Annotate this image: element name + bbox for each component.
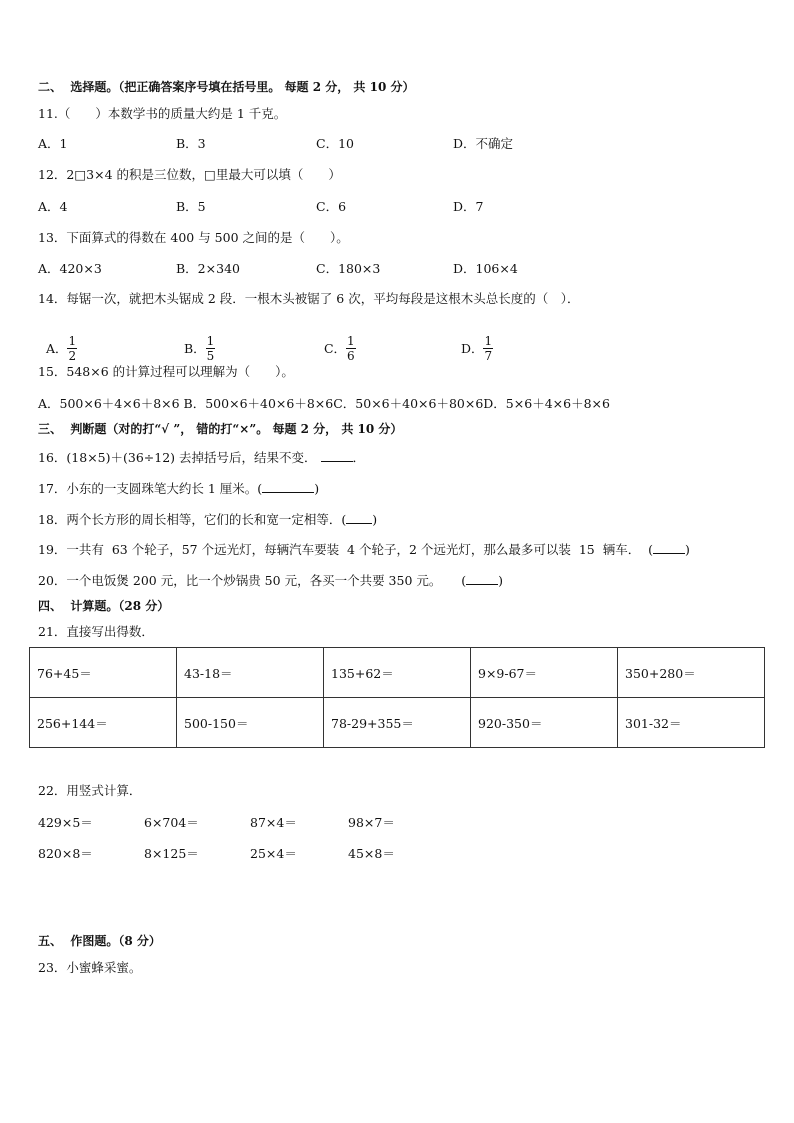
q15-options: A．500×6＋4×6＋8×6 B．500×6＋40×6＋8×6C．50×6＋40×6＋80×6D．5×6＋4×6＋8×6 [38, 396, 610, 411]
q11-option-a: A．1 [38, 136, 68, 151]
q12-option-c: C．6 [316, 199, 347, 214]
q12-option-a: A．4 [38, 199, 68, 214]
table-cell: 500-150＝ [177, 698, 324, 748]
q14-option-b-label: B． [183, 340, 206, 356]
question-14: 14．每锯一次，就把木头锯成 2 段．一根木头被锯了 6 次，平均每段是这根木头总长度的（ ）． [38, 291, 580, 306]
table-cell: 9×9-67＝ [471, 648, 618, 698]
q14-option-d [453, 318, 493, 363]
q12-option-d: D．7 [453, 199, 484, 214]
table-cell: 350+280＝ [618, 648, 765, 698]
fraction-1-2: $\frac{1}{2}$ [68, 334, 77, 363]
table-cell: 76+45＝ [30, 648, 177, 698]
question-23: 23．小蜜蜂采蜜。 [38, 960, 142, 975]
vertical-item: 6×704＝ [144, 815, 199, 830]
table-cell: 256+144＝ [30, 698, 177, 748]
vertical-item: 8×125＝ [144, 846, 199, 861]
table-row [30, 698, 765, 748]
fraction-1-7: $\frac{1}{7}$ [484, 334, 493, 363]
vertical-item: 98×7＝ [348, 815, 395, 830]
q13-option-a: A．420×3 [38, 261, 102, 276]
table-cell: 135+62＝ [324, 648, 471, 698]
answer-blank[interactable] [346, 511, 372, 524]
question-19: 19．一共有 63 个轮子，57 个远光灯，每辆汽车要装 4 个轮子，2 个远光灯，那么最多可以装 15 辆车． ( ) [38, 542, 690, 557]
section-2-heading: 二、 选择题。（把正确答案序号填在括号里。 每题 2 分， 共 10 分） [38, 80, 415, 94]
q14-option-c [316, 318, 356, 363]
question-11: 11.（ ）本数学书的质量大约是 1 千克。 [38, 106, 287, 121]
question-13: 13．下面算式的得数在 400 与 500 之间的是（ ）。 [38, 230, 349, 245]
vertical-item: 429×5＝ [38, 815, 93, 830]
answer-blank[interactable] [653, 541, 685, 554]
question-12: 12．2□3×4 的积是三位数，□里最大可以填（ ） [38, 167, 341, 182]
mental-calc-table [29, 647, 765, 748]
section-3-heading: 三、 判断题（对的打“√ ”， 错的打“×”。 每题 2 分， 共 10 分） [38, 422, 403, 436]
table-cell: 78-29+355＝ [324, 698, 471, 748]
answer-blank[interactable] [321, 449, 353, 462]
table-cell: 43-18＝ [177, 648, 324, 698]
vertical-item: 45×8＝ [348, 846, 395, 861]
table-row [30, 648, 765, 698]
q14-option-c-label: C． [323, 340, 347, 356]
q13-option-b: B．2×340 [176, 261, 240, 276]
fraction-1-6: $\frac{1}{6}$ [347, 334, 355, 363]
q14-option-d-label: D． [460, 340, 484, 356]
q14-option-a-label: A． [45, 340, 68, 356]
question-15: 15．548×6 的计算过程可以理解为（ ）。 [38, 364, 294, 379]
table-cell: 920-350＝ [471, 698, 618, 748]
q14-option-b [176, 318, 215, 363]
q13-option-c: C．180×3 [316, 261, 381, 276]
table-cell: 301-32＝ [618, 698, 765, 748]
q11-option-b: B．3 [176, 136, 206, 151]
question-16: 16．(18×5)＋(36÷12) 去掉括号后，结果不变． ． [38, 450, 366, 465]
vertical-item: 25×4＝ [250, 846, 297, 861]
question-20: 20．一个电饭煲 200 元，比一个炒锅贵 50 元，各买一个共要 350 元。 ( ) [38, 573, 504, 588]
vertical-item: 820×8＝ [38, 846, 93, 861]
section-4-heading: 四、 计算题。（28 分） [38, 599, 170, 613]
question-22: 22．用竖式计算． [38, 783, 142, 798]
q13-option-d: D．106×4 [453, 261, 518, 276]
section-5-heading: 五、 作图题。（8 分） [38, 934, 161, 948]
fraction-1-5: $\frac{1}{5}$ [206, 334, 215, 363]
answer-blank[interactable] [262, 480, 314, 493]
q12-option-b: B．5 [176, 199, 206, 214]
q14-option-a [38, 318, 77, 363]
q11-option-d: D．不确定 [453, 136, 514, 151]
question-18: 18．两个长方形的周长相等，它们的长和宽一定相等．( ) [38, 512, 378, 527]
q11-option-c: C．10 [316, 136, 354, 151]
answer-blank[interactable] [466, 572, 498, 585]
question-17: 17．小东的一支圆珠笔大约长 1 厘米。( ) [38, 481, 320, 496]
question-21: 21．直接写出得数． [38, 624, 154, 639]
vertical-item: 87×4＝ [250, 815, 297, 830]
